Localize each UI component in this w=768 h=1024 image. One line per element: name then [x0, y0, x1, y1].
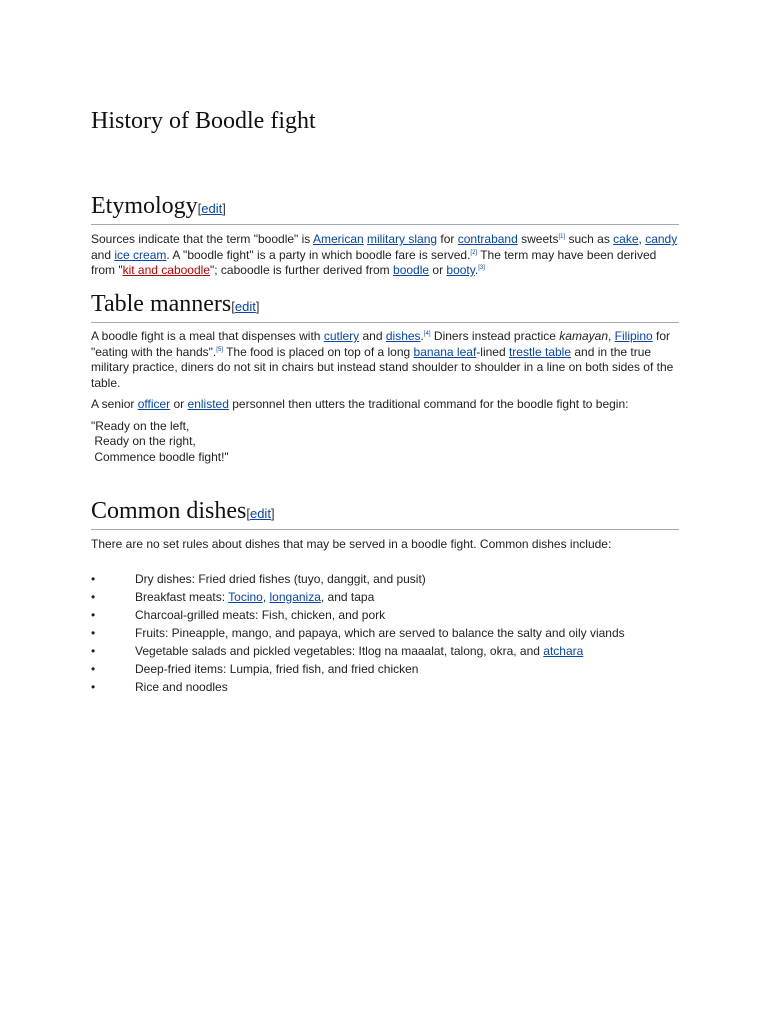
bullet: •: [91, 625, 96, 640]
link-filipino[interactable]: Filipino: [614, 329, 653, 343]
link-dishes[interactable]: dishes: [385, 329, 421, 343]
heading-text: Common dishes: [91, 498, 247, 524]
edit-section-link: [edit]: [197, 201, 226, 216]
command-paragraph: A senior officer or enlisted personnel then utters the traditional command for the boodle fight to begin:: [91, 397, 629, 411]
bullet: •: [91, 643, 96, 658]
link-trestle-table[interactable]: trestle table: [508, 344, 572, 359]
citation-link[interactable]: [3]: [478, 265, 485, 271]
link-american[interactable]: American: [312, 232, 364, 246]
citation-link[interactable]: [2]: [470, 249, 478, 256]
command-quote: [91, 419, 679, 466]
etymology-paragraph: Sources indicate that the term "boodle" is American military slang for contraband sweets[1] such as cake, candy and ice cream. A "boodle fight" is a party in which boodle fare is served.[2] The term may have been derived from "kit and caboodle"; caboodle is further derived from boodle or booty.[3]: [91, 232, 678, 277]
link-longaniza[interactable]: longaniza: [269, 589, 321, 604]
kamayan-term: kamayan: [559, 329, 608, 343]
dishes-list: [91, 570, 679, 696]
quote-line: Ready on the right,: [91, 434, 196, 448]
edit-link[interactable]: edit: [249, 506, 271, 521]
list-item: • Vegetable salads and pickled vegetables: Itlog na maaalat, talong, okra, and atchara: [91, 643, 584, 658]
link-enlisted[interactable]: enlisted: [187, 397, 229, 411]
list-item: • Deep-fried items: Lumpia, fried fish, and fried chicken: [91, 661, 419, 676]
link-candy[interactable]: candy: [645, 232, 678, 246]
bullet: •: [91, 679, 96, 694]
link-tocino[interactable]: Tocino: [228, 589, 263, 604]
link-boodle[interactable]: boodle: [393, 263, 430, 277]
section-table-manners: [91, 290, 679, 465]
edit-link[interactable]: edit: [201, 201, 223, 216]
link-cutlery[interactable]: cutlery: [323, 329, 360, 343]
bullet: •: [91, 661, 96, 676]
section-heading-table-manners: [91, 290, 679, 323]
quote-line: Commence boodle fight!": [91, 449, 229, 464]
list-item: • Fruits: Pineapple, mango, and papaya, which are served to balance the salty and oily viands: [91, 625, 625, 640]
heading-text: Etymology: [91, 193, 198, 219]
citation-link[interactable]: [5]: [216, 346, 223, 353]
section-etymology: [91, 192, 679, 279]
bullet: •: [91, 589, 96, 604]
redlink-kit-and-caboodle[interactable]: kit and caboodle: [122, 263, 210, 277]
edit-link[interactable]: edit: [234, 299, 256, 314]
link-military-slang[interactable]: military slang: [367, 232, 438, 246]
table-manners-paragraph: A boodle fight is a meal that dispenses with cutlery and dishes.[4] Diners instead practice kamayan, Filipino for "eating with the hands".[5] The food is placed on top of a long banana leaf-lined trestle table and in the true military practice, diners do not sit in chairs but instead stand shoulder to shoulder in a line on both sides of the table.: [91, 329, 674, 390]
quote-line: "Ready on the left,: [91, 418, 190, 433]
link-cake[interactable]: cake: [613, 232, 639, 246]
section-heading-common-dishes: [91, 497, 679, 530]
link-officer[interactable]: officer: [137, 397, 171, 411]
link-atchara[interactable]: atchara: [543, 643, 584, 658]
list-item: • Rice and noodles: [91, 679, 228, 694]
citation-link[interactable]: [1]: [558, 234, 566, 240]
list-item: • Charcoal-grilled meats: Fish, chicken, and pork: [91, 607, 386, 622]
link-booty[interactable]: booty: [446, 263, 475, 277]
link-contraband[interactable]: contraband: [457, 232, 518, 246]
heading-text: Table manners: [91, 291, 232, 317]
page-title: History of Boodle fight: [91, 108, 316, 134]
citation-link[interactable]: [4]: [423, 331, 431, 337]
section-heading-etymology: [91, 192, 679, 225]
link-ice-cream[interactable]: ice cream: [114, 247, 167, 262]
bullet: •: [91, 571, 96, 586]
bullet: •: [91, 607, 96, 622]
edit-section-link: [edit]: [231, 299, 260, 314]
list-item: • Dry dishes: Fried dried fishes (tuyo, danggit, and pusit): [91, 571, 426, 586]
list-item: • Breakfast meats: Tocino, longaniza, and tapa: [91, 589, 375, 604]
edit-section-link: [edit]: [246, 506, 275, 521]
link-banana-leaf[interactable]: banana leaf: [413, 344, 477, 359]
section-common-dishes: [91, 497, 679, 696]
common-dishes-intro: There are no set rules about dishes that may be served in a boodle fight. Common dishes include:: [91, 537, 612, 551]
